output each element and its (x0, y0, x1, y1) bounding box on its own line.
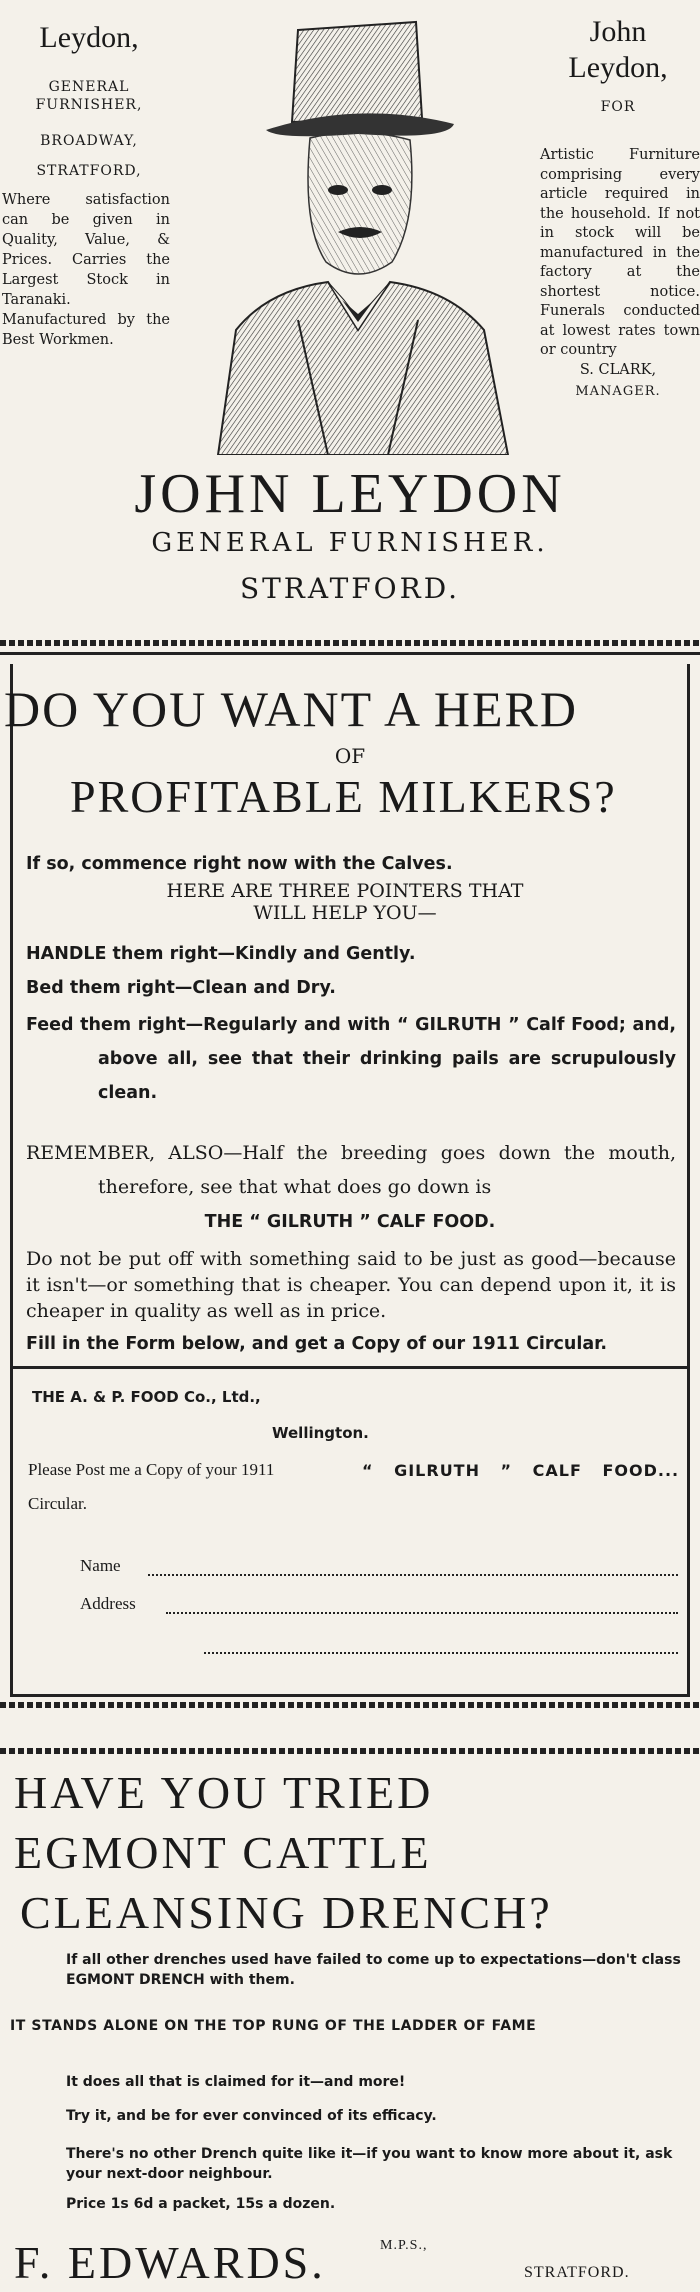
gilruth-headline-1: DO YOU WANT A HERD (4, 681, 578, 737)
drench-paragraph-1: If all other drenches used have failed to come up to expectations—don't class EGMONT DRENCH with them. (66, 1952, 681, 1988)
gilruth-product: THE “ GILRUTH ” CALF FOOD. (204, 1212, 496, 1232)
drench-paragraph-6: Price 1s 6d a packet, 15s a dozen. (66, 2196, 336, 2212)
gilruth-intro: If so, commence right now with the Calves. (26, 854, 453, 874)
form-city: Wellington. (272, 1424, 369, 1442)
drench-headline-2: EGMONT CATTLE (14, 1827, 432, 1878)
leydon-subtitle: GENERAL FURNISHER. (151, 528, 549, 558)
left-name: Leydon, (39, 21, 139, 54)
right-for: FOR (600, 99, 636, 115)
gilruth-fill-in: Fill in the Form below, and get a Copy of our 1911 Circular. (26, 1334, 607, 1354)
right-name-1: John (589, 15, 647, 48)
drench-headline-1: HAVE YOU TRIED (14, 1767, 434, 1818)
leydon-left-column (0, 20, 178, 350)
left-place-2: STRATFORD, (36, 163, 142, 179)
gilruth-pointers: HERE ARE THREE POINTERS THAT WILL HELP YOU— (166, 880, 524, 924)
divider-4 (0, 1748, 700, 1754)
form-divider (10, 1366, 690, 1369)
gilruth-of: OF (334, 744, 366, 768)
gilruth-pointer-2: Bed them right—Clean and Dry. (26, 978, 336, 998)
drench-credentials: M.P.S., (380, 2238, 428, 2253)
leydon-right-column (536, 14, 700, 401)
leydon-title: JOHN LEYDON (134, 463, 566, 525)
right-name-2: Leydon, (568, 51, 668, 84)
leydon-advertisement (0, 0, 700, 640)
portrait-engraving (178, 0, 536, 455)
gilruth-pointer-3: Feed them right—Regularly and with “ GILRUTH ” Calf Food; and, above all, see that their drinking pails are scrupulously clean. (26, 1015, 676, 1103)
form-request-a: Please Post me a Copy of your 1911 (28, 1460, 275, 1479)
form-name-label: Name (80, 1556, 121, 1575)
gilruth-warning: Do not be put off with something said to be just as good—because it isn't—or something that is cheaper. You can depend upon it, it is cheaper in quality as well as in price. (26, 1248, 676, 1322)
form-company: THE A. & P. FOOD Co., Ltd., (32, 1388, 261, 1406)
divider-2 (0, 652, 700, 655)
gilruth-pointer-1: HANDLE them right—Kindly and Gently. (26, 944, 416, 964)
drench-paragraph-3: It does all that is claimed for it—and more! (66, 2074, 406, 2090)
form-address-label: Address (80, 1594, 136, 1613)
form-address-field-2[interactable] (204, 1652, 678, 1654)
left-role: GENERAL FURNISHER, (35, 79, 143, 113)
drench-seller: F. EDWARDS. (14, 2237, 326, 2288)
drench-paragraph-4: Try it, and be for ever convinced of its efficacy. (66, 2108, 437, 2124)
right-description: Artistic Furniture comprising every article required in the household. If not in stock will be manufactured in the factory at the shortest notice. Funerals conducted at lowest rates town or country (540, 147, 700, 358)
form-name-field[interactable] (148, 1574, 678, 1576)
drench-paragraph-5: There's no other Drench quite like it—if you want to know more about it, ask your next-door neighbour. (66, 2146, 673, 2182)
divider-1 (0, 640, 700, 646)
form-address-field-1[interactable] (166, 1612, 678, 1614)
form-request-b: “ GILRUTH ” CALF FOOD... (362, 1461, 680, 1480)
drench-paragraph-2: IT STANDS ALONE ON THE TOP RUNG OF THE LADDER OF FAME (10, 2018, 537, 2034)
leydon-town: STRATFORD. (239, 572, 461, 605)
left-place-1: BROADWAY, (40, 133, 138, 149)
manager-name: S. CLARK, (579, 361, 657, 378)
drench-town: STRATFORD. (524, 2264, 630, 2281)
gilruth-bottom-border (10, 1694, 690, 1697)
gilruth-headline-2: PROFITABLE MILKERS? (70, 771, 617, 822)
left-description: Where satisfaction can be given in Quality, Value, & Prices. Carries the Largest Stock in Taranaki. Manufactured by the Best Workmen. (2, 192, 170, 348)
drench-headline-3: CLEANSING DRENCH? (20, 1887, 553, 1938)
gilruth-remember: REMEMBER, ALSO—Half the breeding goes down the mouth, therefore, see that what does go down is (26, 1142, 676, 1198)
manager-title: MANAGER. (575, 383, 661, 399)
form-request-c: Circular. (28, 1494, 88, 1513)
divider-3 (0, 1702, 700, 1708)
